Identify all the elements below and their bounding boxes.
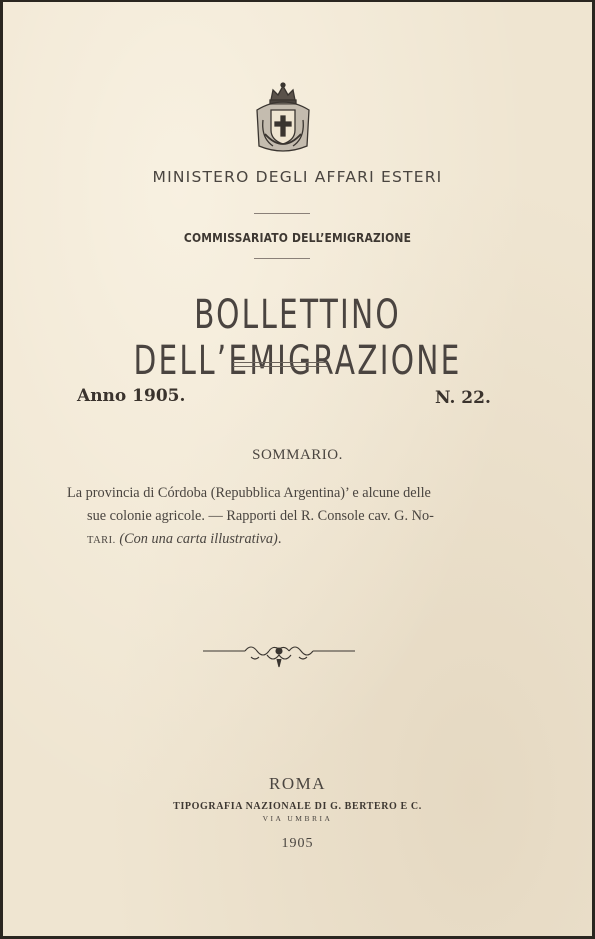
divider-rule — [254, 213, 310, 214]
bulletin-title: BOLLETTINO DELL’EMIGRAZIONE — [133, 292, 462, 384]
summary-punctuation: . — [277, 531, 282, 547]
divider-rule — [254, 258, 310, 259]
imprint-address: VIA UMBRIA — [262, 814, 333, 823]
document-page — [3, 2, 592, 936]
imprint-printer: TIPOGRAFIA NAZIONALE DI G. BERTERO E C. — [173, 801, 422, 812]
summary-heading: SOMMARIO. — [252, 447, 343, 463]
double-rule — [233, 362, 327, 367]
issue-number: N. 22. — [435, 388, 491, 408]
summary-line — [87, 528, 281, 552]
imprint-city: ROMA — [268, 774, 326, 793]
summary-line: La provincia di Córdoba (Repubblica Argentina)’ e alcune delle — [67, 485, 431, 501]
issue-year: Anno 1905. — [77, 386, 186, 406]
royal-crest-icon — [251, 80, 315, 156]
summary-note: (Con una carta illustrativa) — [119, 531, 278, 547]
author-name: TARI. — [87, 535, 116, 546]
imprint-year: 1905 — [281, 836, 314, 851]
ministry-name: MINISTERO DEGLI AFFARI ESTERI — [152, 168, 443, 186]
summary-line: sue colonie agricole. — Rapporti del R. Console cav. G. No- — [87, 508, 434, 524]
scroll-ornament-icon — [201, 639, 357, 669]
commissariato-name: COMMISSARIATO DELL’EMIGRAZIONE — [183, 230, 412, 245]
